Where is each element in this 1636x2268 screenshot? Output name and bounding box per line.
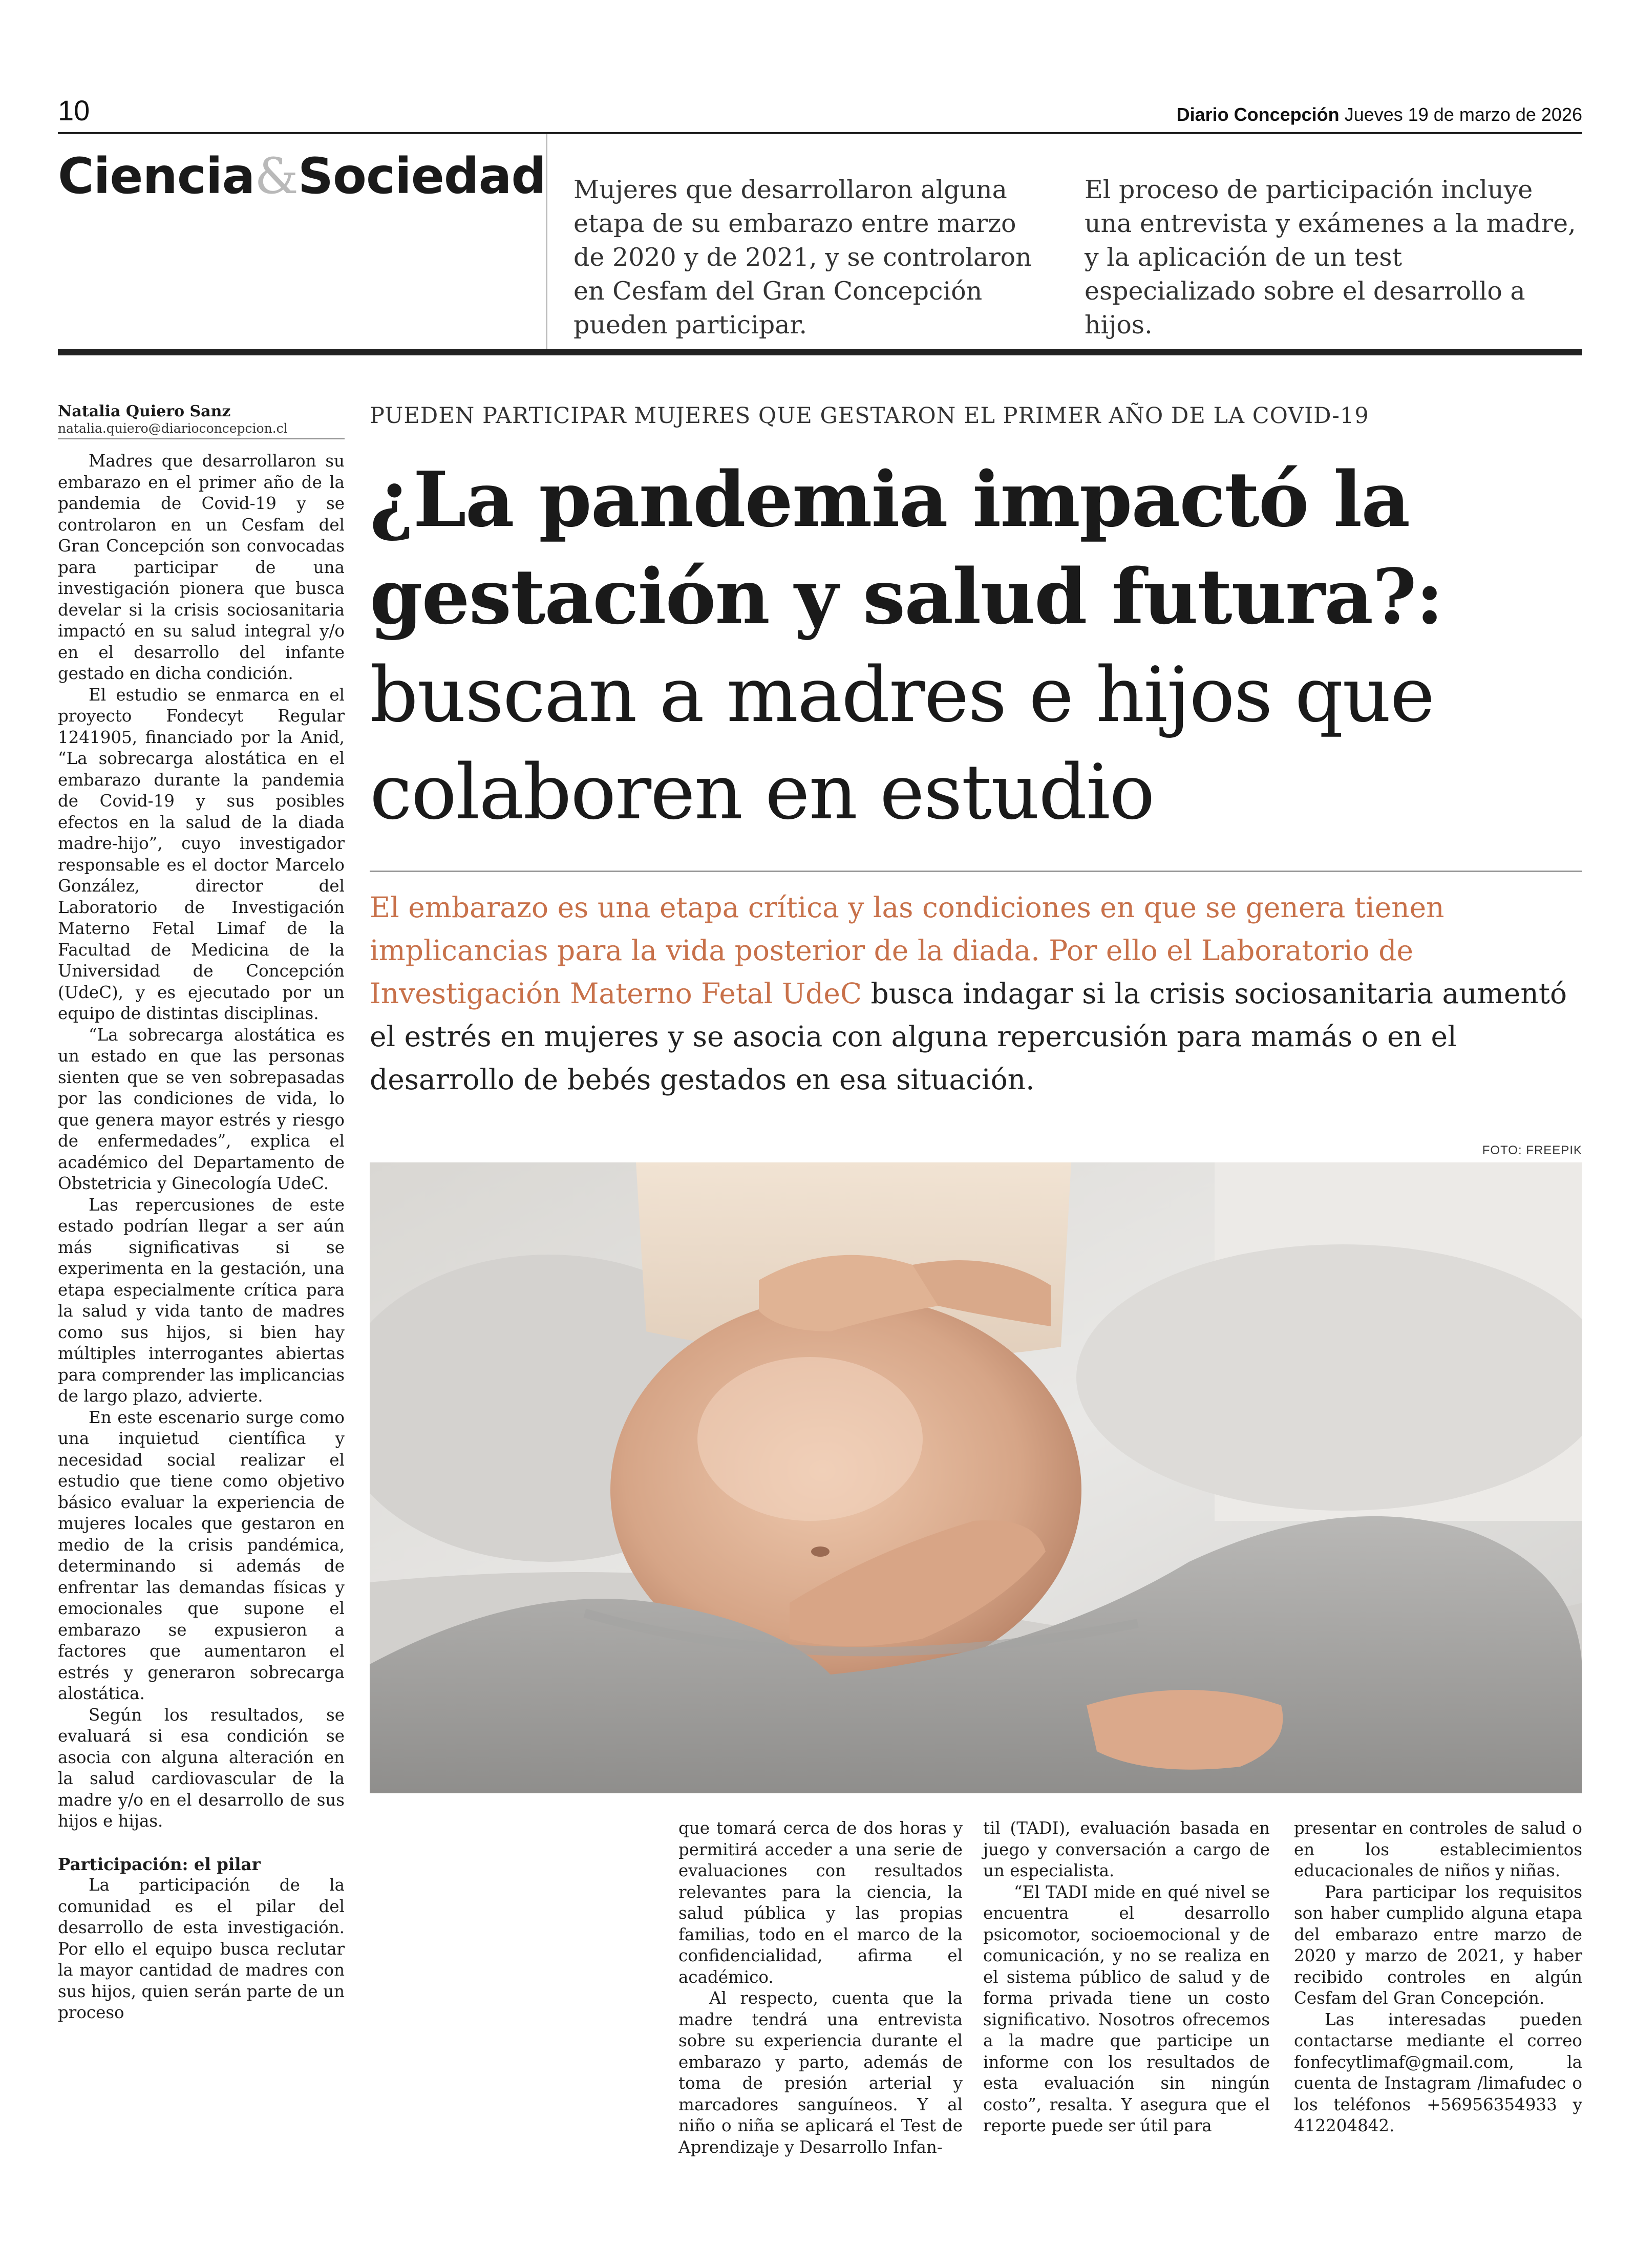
lead-rest: busca indagar si la crisis sociosanitaria aumentó el estrés en mujeres y se asocia con alguna repercusión para mamás o en el desarrollo de bebés gestados en esa situación. xyxy=(370,977,1567,1096)
paragraph: Las repercusiones de este estado podrían llegar a ser aún más significativas si se experimenta en la gestación, una etapa especialmente crítica para la salud y vida tanto de madres como sus hijos, si bien hay múltiples interrogantes abiertas para comprender las implicancias de largo plazo, advierte. xyxy=(58,1195,345,1406)
subheadline xyxy=(370,646,1588,841)
masthead xyxy=(1177,103,1582,126)
paper-name: Diario Concepción xyxy=(1176,104,1340,125)
paragraph: presentar en controles de salud o en los establecimientos educacionales de niños y niñas. xyxy=(1294,1818,1582,1880)
page-number: 10 xyxy=(58,94,90,126)
paragraph: Para participar los requisitos son haber cumplido alguna etapa del embarazo entre marzo de 2020 y marzo de 2021, y haber recibido controles en algún Cesfam del Gran Concepción. xyxy=(1294,1882,1582,2008)
pregnant-woman-photo xyxy=(370,1162,1582,1793)
paragraph: Según los resultados, se evaluará si esa condición se asocia con alguna alteración en la salud cardiovascular de la madre y/o en el desarrollo de sus hijos e hijas. xyxy=(58,1705,345,1831)
header-rule xyxy=(58,132,1582,134)
subtitle: Participación: el pilar xyxy=(58,1854,261,1874)
section-title xyxy=(58,147,546,205)
paragraph: “El TADI mide en qué nivel se encuentra el desarrollo psicomotor, socioemocional y de comunicación, y no se realiza en el sistema público de salud y de forma privada tiene un costo significativo. Nosotros ofrecemos a la madre que participe un informe con los resultados de esta evaluación sin ningún costo”, resalta. Y asegura que el reporte puede ser útil para xyxy=(983,1882,1270,2135)
header-divider xyxy=(546,134,547,349)
paragraph: til (TADI), evaluación basada en juego y conversación a cargo de un especialista. xyxy=(983,1818,1270,1880)
paragraph: “La sobrecarga alostática es un estado en que las personas sienten que se ven sobrepasadas por las condiciones de vida, lo que genera mayor estrés y riesgo de enfermedades”, explica el académico del Departamento de Obstetricia y Ginecología UdeC. xyxy=(58,1025,345,1193)
body-column-2 xyxy=(678,1818,963,2158)
section-rule xyxy=(58,349,1582,355)
subheadline-line: colaboren en estudio xyxy=(370,748,1154,836)
paragraph: Madres que desarrollaron su embarazo en el primer año de la pandemia de Covid-19 y se controlaron en un Cesfam del Gran Concepción son convocadas para participar de una investigación pionera que busca develar si la crisis sociosanitaria impactó en su salud integral y/o en el desarrollo del infante gestado en dicha condición. xyxy=(58,451,345,683)
headline-rule xyxy=(370,871,1582,872)
section-second: Sociedad xyxy=(298,147,546,205)
paragraph: El estudio se enmarca en el proyecto Fondecyt Regular 1241905, financiado por la Anid, “La sobrecarga alostática en el embarazo durante la pandemia de Covid-19 y sus posibles efectos en la salud de la diada madre-hijo”, cuyo investigador responsable es el doctor Marcelo González, director del Laboratorio de Investigación Materno Fetal Limaf de la Facultad de Medicina de la Universidad de Concepción (UdeC), y es ejecutado por un equipo de distintas disciplinas. xyxy=(58,685,345,1023)
subheadline-line: buscan a madres e hijos que xyxy=(370,651,1434,739)
author-email[interactable]: natalia.quiero@diarioconcepcion.cl xyxy=(58,421,288,436)
paragraph: La participación de la comunidad es el pilar del desarrollo de esta investigación. Por ello el equipo busca reclutar la mayor cantidad de madres con sus hijos, quien serán parte de un proceso xyxy=(58,1875,345,2022)
paragraph: Al respecto, cuenta que la madre tendrá una entrevista sobre su experiencia durante el embarazo y parto, además de toma de presión arterial y marcadores sanguíneos. Y al niño o niña se aplicará el Test de Aprendizaje y Desarrollo Infan- xyxy=(678,1988,963,2157)
body-column-1 xyxy=(58,451,345,2024)
author-name: Natalia Quiero Sanz xyxy=(58,402,231,420)
paragraph: que tomará cerca de dos horas y permitirá acceder a una serie de evaluaciones con resultados relevantes para la ciencia, la salud pública y las propias familias, todo en el marco de la confidencialidad, afirma el académico. xyxy=(678,1818,963,1987)
issue-date: Jueves 19 de marzo de 2026 xyxy=(1344,104,1582,125)
lead-paragraph xyxy=(370,886,1582,1101)
byline-rule xyxy=(58,438,345,439)
paragraph: En este escenario surge como una inquietud científica y necesidad social realizar el estudio que tiene como objetivo básico evaluar la experiencia de mujeres locales que gestaron en medio de la crisis pandémica, determinando si además de enfrentar las demandas físicas y emocionales que supone el embarazo se expusieron a factores que aumentaron el estrés y generaron sobrecarga alostática. xyxy=(58,1407,345,1703)
summary-2: El proceso de participación incluye una entrevista y exámenes a la madre, y la aplicación de un test especializado sobre el desarrollo a hijos. xyxy=(1085,175,1576,340)
headline-line: ¿La pandemia impactó la xyxy=(370,455,1410,544)
body-column-3 xyxy=(983,1818,1270,2137)
section-first: Ciencia xyxy=(58,147,255,205)
section-ampersand: & xyxy=(254,147,298,205)
headline-line: gestación y salud futura?: xyxy=(370,552,1443,641)
body-column-4 xyxy=(1294,1818,1582,2137)
article-photo xyxy=(370,1162,1582,1793)
headline xyxy=(370,451,1588,645)
paragraph: Las interesadas pueden contactarse mediante el correo fonfecytlimaf@gmail.com, la cuenta de Instagram /limafudec o los teléfonos +56956354933 y 412204842. xyxy=(1294,2009,1582,2135)
kicker: PUEDEN PARTICIPAR MUJERES QUE GESTARON EL PRIMER AÑO DE LA COVID-19 xyxy=(370,403,1369,429)
lead-highlight: El embarazo es una etapa crítica y las condiciones en que se genera tienen implicancias para la vida posterior de la diada. Por ello el Laboratorio de Investigación Materno Fetal UdeC xyxy=(370,891,1444,1010)
summary-1: Mujeres que desarrollaron alguna etapa de su embarazo entre marzo de 2020 y de 2021, y se controlaron en Cesfam del Gran Concepción pueden participar. xyxy=(573,175,1032,340)
photo-credit: FOTO: FREEPIK xyxy=(1482,1143,1582,1157)
